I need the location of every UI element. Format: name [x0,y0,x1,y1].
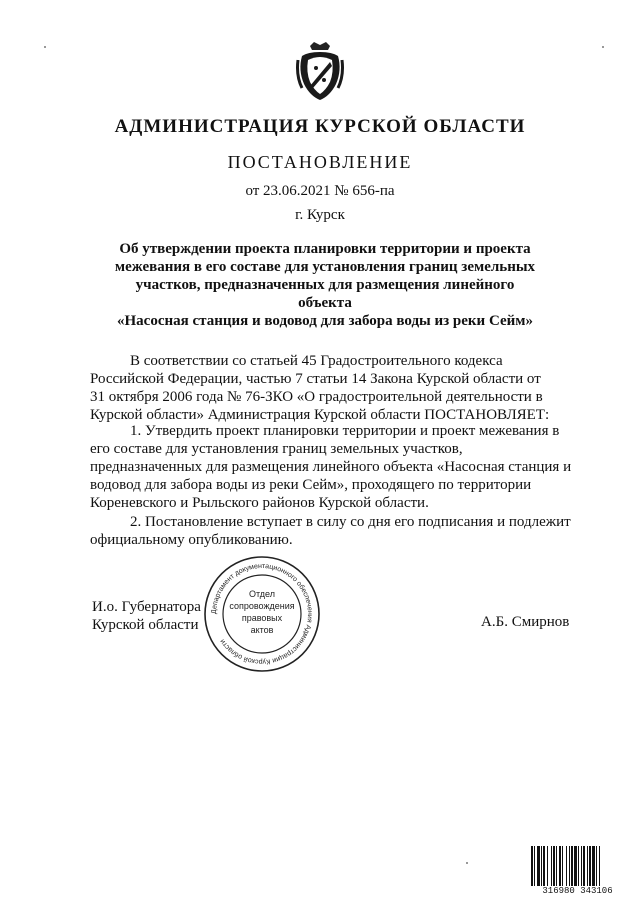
paragraph-line: его составе для установления границ земельных участков, [90,441,463,457]
subject-line: межевания в его составе для установления границ земельных [114,259,536,275]
barcode-bar [562,846,563,886]
subject-line: «Насосная станция и водовод для забора воды из реки Сейм» [117,313,533,329]
barcode-bar [583,846,585,886]
paragraph-line: Курской области» Администрация Курской области ПОСТАНОВЛЯЕТ: [90,407,550,423]
paragraph-line: водовод для забора воды из реки Сейм», проходящего по территории [90,477,532,493]
barcode-number: 316980 343106 [542,886,613,896]
barcode-bar [531,846,533,886]
paragraph-line: официальному опубликованию. [90,532,293,548]
barcode-bar [569,846,570,886]
barcode-bar [587,846,588,886]
barcode-bar [589,846,591,886]
signatory-name: А.Б. Смирнов [481,614,570,630]
barcode [530,846,625,888]
barcode-bar [537,846,540,886]
barcode-bar [574,846,577,886]
coat-of-arms-emblem [296,40,344,102]
scan-speck [466,862,468,864]
document-city: г. Курск [295,207,345,223]
barcode-bar [543,846,545,886]
barcode-bar [571,846,573,886]
stamp-ring-text: Департамент документационного обеспечения Администрации Курской области [210,562,314,666]
paragraph-line: Российской Федерации, частью 7 статьи 14 Закона Курской области от [90,371,541,387]
body-paragraph-preamble [90,352,575,424]
paragraph-line: 31 октября 2006 года № 76-ЗКО «О градостроительной деятельности в [90,389,543,405]
stamp-inner-text [203,588,321,636]
barcode-bar [553,846,555,886]
barcode-bar [592,846,595,886]
document-date-number: от 23.06.2021 № 656-па [245,183,395,199]
paragraph-line: 1. Утвердить проект планировки территории и проект межевания в [130,423,560,439]
document-subject [110,240,540,330]
authority-title: АДМИНИСТРАЦИЯ КУРСКОЙ ОБЛАСТИ [114,116,526,137]
barcode-bar [534,846,535,886]
paragraph-line: 2. Постановление вступает в силу со дня его подписания и подлежит [130,514,571,530]
body-paragraph-item-2 [90,513,575,549]
barcode-bar [581,846,582,886]
signatory-position-line: Курской области [92,617,199,633]
subject-line: участков, предназначенных для размещения линейного объекта [135,277,515,311]
barcode-bar [541,846,542,886]
stamp-line: сопровождения [229,601,295,611]
barcode-bar [556,846,557,886]
paragraph-line: предназначенных для размещения линейного объекта «Насосная станция и [90,459,572,475]
barcode-bar [551,846,552,886]
barcode-bar [559,846,561,886]
stamp-line: Отдел [248,589,276,599]
scan-speck [602,46,604,48]
signatory-position [92,598,201,634]
barcode-bar [599,846,600,886]
barcode-bar [578,846,579,886]
document-type: ПОСТАНОВЛЕНИЕ [227,152,413,172]
barcode-bar [566,846,567,886]
subject-line: Об утверждении проекта планировки территории и проекта [119,241,531,257]
barcode-bar [596,846,597,886]
paragraph-line: Кореневского и Рыльского районов Курской области. [90,495,429,511]
signatory-position-line: И.о. Губернатора [92,599,201,615]
barcode-bar [547,846,548,886]
stamp-line: актов [250,625,274,635]
scan-speck [44,46,46,48]
paragraph-line: В соответствии со статьей 45 Градостроительного кодекса [130,353,503,369]
stamp-line: правовых [241,613,283,623]
body-paragraph-item-1 [90,422,575,512]
